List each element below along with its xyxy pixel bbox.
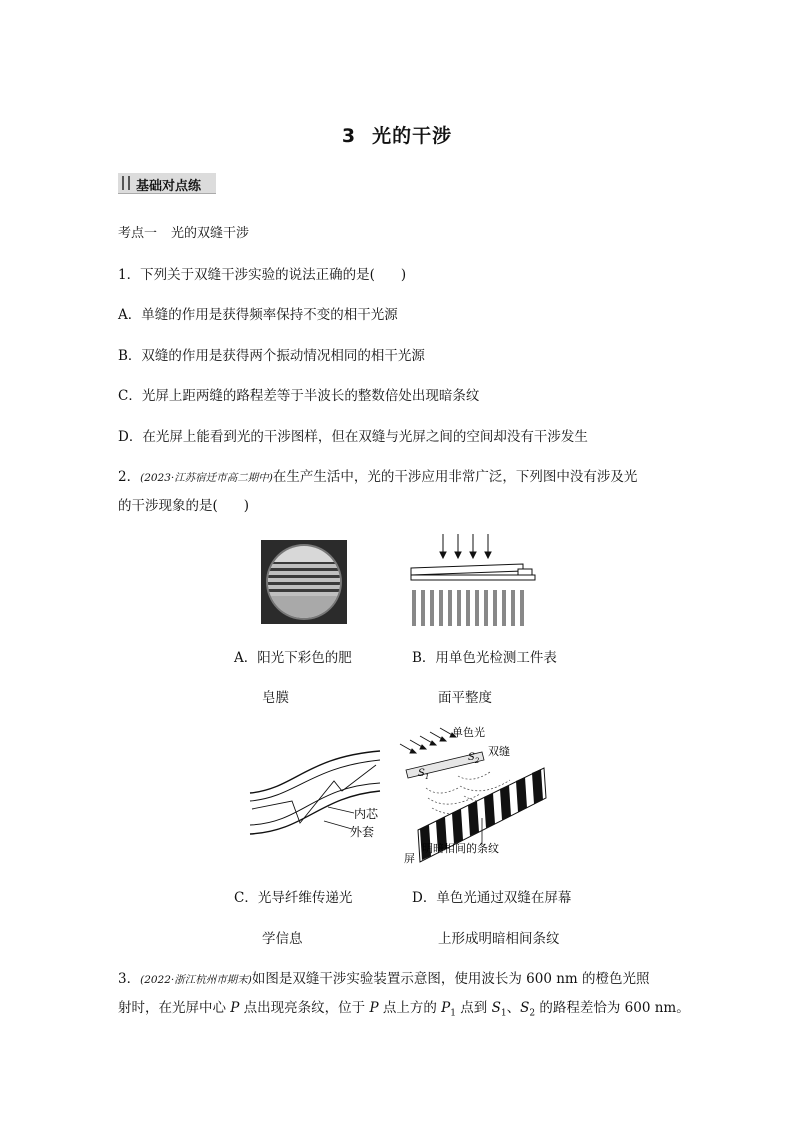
q3-text2e: 的路程差恰为 600 nm。: [535, 1000, 690, 1016]
q2-stem-end: ): [243, 498, 250, 514]
q1-option-b: B．双缝的作用是获得两个振动情况相同的相干光源: [118, 348, 425, 364]
q2-caption-a-line2: 皂膜: [262, 690, 289, 706]
q2-number: 2．: [118, 469, 141, 485]
q2-caption-a-line1: A．阳光下彩色的肥: [234, 650, 352, 666]
mono-light-label: 单色光: [452, 726, 485, 739]
q1-stem: [118, 263, 406, 283]
q3-number: 3．: [118, 971, 141, 987]
fiber-core-label: 内芯: [354, 807, 379, 821]
topic-text: 光的双缝干涉: [171, 226, 250, 241]
double-slit-label: 双缝: [488, 745, 510, 758]
q2-caption-c-line2: 学信息: [262, 931, 303, 947]
q2-stem-line1: [118, 465, 637, 485]
q2-stem-line2: [118, 494, 249, 514]
q3-point-p-again: P: [369, 1000, 379, 1016]
q3-text2d: 点到: [456, 1000, 492, 1016]
section-tag: [118, 173, 216, 194]
q3-stem-line1: [118, 967, 650, 987]
incident-light-arrows: [440, 534, 491, 558]
cladding-pointer: [324, 821, 352, 829]
q1-stem-end: ): [400, 267, 407, 283]
q3-slit-s2: S: [520, 1000, 530, 1016]
q3-text2a: 射时，在光屏中心: [118, 1000, 231, 1016]
q3-point-p: P: [230, 1000, 240, 1016]
fiber-cladding-label: 外套: [350, 825, 375, 839]
soap-film-figure: [261, 540, 347, 624]
workpiece: [411, 575, 535, 580]
core-pointer: [328, 807, 354, 813]
q3-point-p1-sub: 1: [450, 1008, 456, 1019]
fringes-label: 明暗相间的条纹: [422, 842, 499, 855]
q3-text2c: 点上方的: [378, 1000, 442, 1016]
q2-caption-b-line2: 面平整度: [438, 690, 492, 706]
q2-caption-d-line2: 上形成明暗相间条纹: [438, 931, 560, 947]
flatness-fringes: [412, 590, 524, 626]
q2-caption-b-line1: B．用单色光检测工件表: [412, 650, 557, 666]
s1-label: $S_1$: [418, 768, 430, 781]
q2-stem-text1: 在生产生活中，光的干涉应用非常广泛，下列图中没有涉及光: [272, 469, 638, 485]
q1-option-c: C．光屏上距两缝的路程差等于半波长的整数倍处出现暗条纹: [118, 388, 480, 404]
title-text: 光的干涉: [372, 125, 453, 147]
section-tag-bars: [122, 176, 130, 190]
q3-text2b: 点出现亮条纹，位于: [239, 1000, 370, 1016]
q3-stem-line2: [118, 996, 690, 1019]
mono-light-arrows: [400, 728, 456, 753]
q2-caption-c-line1: C．光导纤维传递光: [234, 890, 353, 906]
q3-point-p1: P: [441, 1000, 451, 1016]
q3-separator: 、: [506, 1000, 521, 1016]
spacer-wedge: [518, 569, 532, 575]
q3-source: (2022·浙江杭州市期末): [140, 974, 252, 986]
screen-label: 屏: [404, 852, 415, 864]
q1-option-d: D．在光屏上能看到光的干涉图样，但在双缝与光屏之间的空间却没有干涉发生: [118, 429, 588, 445]
title-number: 3: [341, 125, 357, 147]
s2-label: $S_2$: [468, 752, 480, 765]
q3-slit-s2-sub: 2: [529, 1008, 536, 1019]
topic-heading: [118, 222, 249, 241]
q3-slit-s1-sub: 1: [500, 1008, 507, 1019]
optical-fiber-figure: [244, 745, 384, 845]
q2-stem-text2: 的干涉现象的是(: [118, 498, 218, 514]
double-slit-figure: [398, 722, 550, 864]
q1-option-a: A．单缝的作用是获得频率保持不变的相干光源: [118, 307, 398, 323]
fiber-body: [250, 751, 380, 834]
q2-caption-d-line1: D．单色光通过双缝在屏幕: [412, 890, 572, 906]
topic-label: 考点一: [118, 226, 158, 241]
q3-text1: 如图是双缝干涉实验装置示意图，使用波长为 600 nm 的橙色光照: [251, 971, 650, 987]
q3-slit-s1: S: [491, 1000, 501, 1016]
q1-stem-text: 1．下列关于双缝干涉实验的说法正确的是(: [118, 267, 375, 283]
glass-plate: [411, 564, 523, 575]
q2-source: (2023·江苏宿迁市高二期中): [140, 472, 273, 484]
section-tag-label: 基础对点练: [136, 179, 202, 194]
soap-film-bands: [261, 562, 347, 596]
flatness-test-figure: [405, 532, 540, 627]
page-title: [0, 121, 794, 148]
